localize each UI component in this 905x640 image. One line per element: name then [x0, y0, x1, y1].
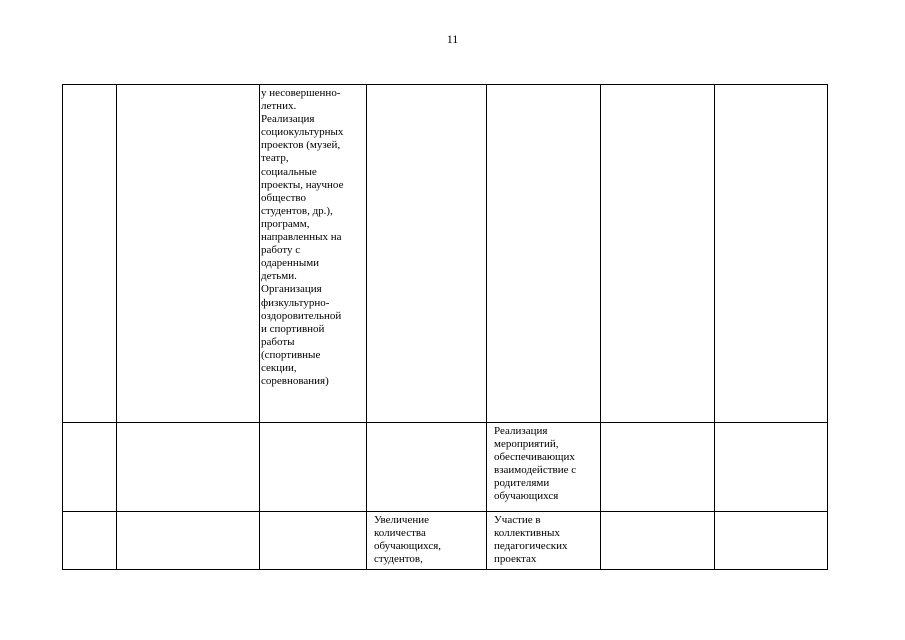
column-divider: [259, 85, 260, 569]
table-cell-text: у несовершенно- летних. Реализация социокультурных проектов (музей, театр, социальные проекты, научное общество студентов, др.), программ, направленных на работу с одаренными детьми. Организация физкультурно- оздоровительной и спортивной работы (спортивные секции, соревнования): [261, 87, 344, 388]
column-divider: [116, 85, 117, 569]
column-divider: [714, 85, 715, 569]
table-cell-text: Участие в коллективных педагогических проектах: [494, 514, 568, 566]
table-cell-text: Реализация мероприятий, обеспечивающих взаимодействие с родителями обучающихся: [494, 425, 577, 503]
row-divider: [63, 511, 827, 512]
column-divider: [366, 85, 367, 569]
column-divider: [600, 85, 601, 569]
row-divider: [63, 422, 827, 423]
page-number: 11: [446, 32, 459, 46]
document-table: [62, 84, 828, 570]
table-cell-text: Увеличение количества обучающихся, студентов,: [374, 514, 442, 566]
column-divider: [486, 85, 487, 569]
